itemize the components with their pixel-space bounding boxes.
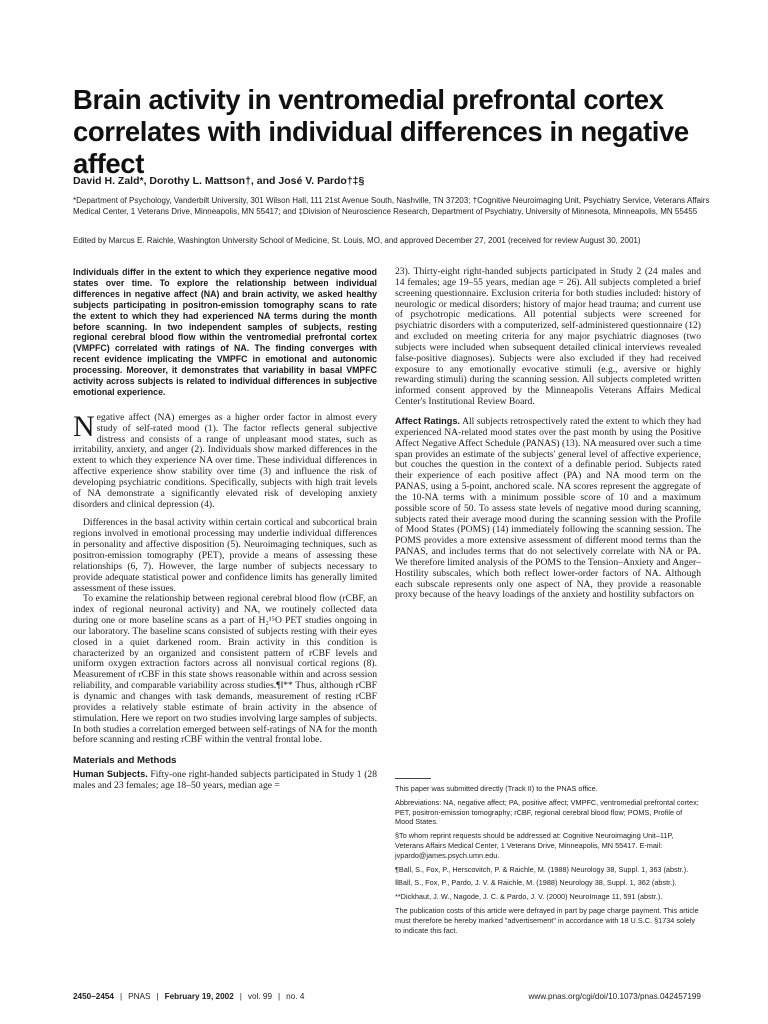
subjects-run-head: Human Subjects.: [73, 769, 148, 780]
intro-paragraph-2: Differences in the basal activity within certain cortical and subcortical brain regions involved in emotional processing may underlie individual differences in personality and affective disposition (5). Neuroimaging techniques, such as positron-emission tomography (PET), provide a means of assessing these relationships (6, 7). However, the large number of subjects necessary to provide adequate statistical power and confidence limits has generally limited assessment of these issues.: [73, 517, 377, 594]
intro-paragraph-3: To examine the relationship between regional cerebral blood flow (rCBF, an index of regional neuronal activity) and NA, we routinely collected data during one or more baseline scans as a part of H₂¹⁵O PET studies ongoing in our laboratory. The baseline scans consisted of subjects resting with their eyes closed in a quiet darkened room. Brain activity in this condition is characterized by an organized and consistent pattern of rCBF levels and uniform oxygen extraction factors across all nonvisual cortical regions (8). Measurement of rCBF in this state shows reasonable within and across session reliability, and comparable variability across studies.¶‖** Thus, although rCBF is dynamic and changes with task demands, measurement of resting rCBF provides a relatively stable estimate of brain activity in the absence of stimulation. Here we report on two studies involving large samples of subjects. In both studies a correlation emerged between self-ratings of NA for the month before scanning and resting rCBF within the ventral frontal lobe.: [73, 593, 377, 746]
footnote-ref-3: **Dickhaut, J. W., Nagode, J. C. & Pardo, J. V. (2000) NeuroImage 11, 591 (abstr.).: [395, 892, 663, 902]
editor-note: Edited by Marcus E. Raichle, Washington University School of Medicine, St. Louis, MO, and approved December 27, 2001 (received for review August 30, 2001): [73, 236, 641, 245]
article-title: Brain activity in ventromedial prefrontal cortex correlates with individual differences in negative affect: [73, 84, 689, 180]
methods-heading: Materials and Methods: [73, 755, 177, 767]
footnote-publication-costs: The publication costs of this article were defrayed in part by page charge payment. This article must therefore be hereby marked "advertisement" in accordance with 18 U.S.C. §1734 solely to indicate this fact.: [395, 905, 699, 935]
footnote-ref-2: ‖Ball, S., Fox, P., Pardo, J. V. & Raichle, M. (1988) Neurology 38, Suppl. 1, 362 (abstr.).: [395, 878, 677, 888]
author-list: David H. Zald*, Dorothy L. Mattson†, and José V. Pardo†‡§: [73, 175, 365, 187]
footnotes: [395, 784, 701, 939]
affiliations: *Department of Psychology, Vanderbilt University, 301 Wilson Hall, 111 21st Avenue South, Nashville, TN 37203; †Cognitive Neuroimaging Unit, Psychiatry Service, Veterans Affairs Medical Center, 1 Veterans Drive, Minneapolis, MN 55417; and ‡Division of Neuroscience Research, Department of Psychiatry, University of Minnesota, Minneapolis, MN 55455: [73, 196, 710, 216]
footer-volume: vol. 99: [247, 992, 273, 1001]
subjects-paragraph: [73, 769, 377, 792]
footer-issue: no. 4: [286, 992, 305, 1001]
footer-citation: 2450–2454 | PNAS | February 19, 2002 | vol. 99 | no. 4: [73, 992, 305, 1001]
abstract: Individuals differ in the extent to which they experience negative mood states over time. To explore the relationship between individual differences in negative affect (NA) and brain activity, we asked healthy subjects participating in positron-emission tomography scans to rate the extent to which they had experienced NA terms during the month before scanning. In two independent samples of subjects, resting regional cerebral blood flow within the ventromedial prefrontal cortex (VMPFC) correlated with ratings of NA. The finding converges with recent evidence implicating the VMPFC in emotional and autonomic processing. Moreover, it demonstrates that variability in basal VMPFC activity across subjects is related to individual differences in subjective emotional experience.: [73, 267, 377, 397]
intro-paragraph-1: [73, 409, 377, 511]
footnote-rule: [395, 778, 431, 779]
footer-date: February 19, 2002: [164, 992, 234, 1001]
ratings-paragraph: [395, 416, 701, 601]
left-column: [73, 267, 377, 987]
intro-paragraph-1-text: egative affect (NA) emerges as a higher order factor in almost every study of self-rated mood (1). The factor reflects general subjective distress and consists of a range of unpleasant mood states, such as irritability, anxiety, and anger (2). Individuals show marked differences in the extent to which they experience NA over time. These individual differences in affective experience show stability over time (3) and influence the risk of developing psychiatric conditions. Specifically, subjects with high trait levels of NA demonstrate a significantly elevated risk of developing anxiety disorders and clinical depression (4).: [73, 411, 377, 510]
subjects-text-left: Fifty-one right-handed subjects participated in Study 1 (28 males and 23 females; age 18–50 years, median age =: [73, 769, 377, 792]
footer-pages: 2450–2454: [73, 992, 114, 1001]
drop-cap: N: [73, 409, 95, 443]
footer-journal: PNAS: [128, 992, 151, 1001]
footnote-ref-1: ¶Ball, S., Fox, P., Herscovitch, P. & Raichle, M. (1988) Neurology 38, Suppl. 1, 363 (abstr.).: [395, 864, 689, 874]
ratings-run-head: Affect Ratings.: [395, 415, 461, 426]
footnote-reprint: §To whom reprint requests should be addressed at: Cognitive Neuroimaging Unit–11P, Veterans Affairs Medical Center, 1 Veterans Drive, Minneapolis, MN 55417. E-mail: jvpardo@james.psych.umn.edu.: [395, 831, 674, 860]
subjects-continued: 23). Thirty-eight right-handed subjects participated in Study 2 (24 males and 14 females; age 19–55 years, median age = 26). All subjects completed a brief screening questionnaire. Exclusion criteria for both studies included: history of neurologic or medical disorders; history of major head trauma; and current use of psychotropic medications. All potential subjects were screened for psychiatric disorders with a computerized, self-administered questionnaire (12) and excluded on meeting criteria for any major psychiatric diagnoses (two subjects were included when subsequent detailed clinical interviews revealed false-positive diagnoses). Subjects were also excluded if they had received exposure to any emotionally evocative stimuli (e.g., aversive or highly rewarding stimuli) during the scanning session. All subjects completed written informed consent approved by the Minneapolis Veterans Affairs Medical Center's Institutional Review Board.: [395, 267, 701, 408]
footnote-abbreviations: Abbreviations: NA, negative affect; PA, positive affect; VMPFC, ventromedial prefrontal cortex; PET, positron-emission tomography; rCBF, regional cerebral blood flow; POMS, Profile of Mood States.: [395, 797, 699, 827]
footnote-track: This paper was submitted directly (Track II) to the PNAS office.: [395, 784, 598, 793]
ratings-text: All subjects retrospectively rated the extent to which they had experienced NA-related mood states over the past month by using the Positive Affect Negative Affect Schedule (PANAS) (13). NA measured over such a time span provides an estimate of the subjects' general level of affective experience, but couches the question in the context of a definable period. Subjects rated their experience of each positive affect (PA) and NA mood term on the PANAS, using a 5-point, anchored scale. NA scores represent the aggregate of the 10-NA terms with a minimum possible score of 10 and a maximum possible score of 50. To assess state levels of negative mood during scanning, subjects rated their average mood during the scanning session with the Profile of Mood States (POMS) (14) immediately following the scanning session. The POMS provides a more extensive assessment of different mood terms than the PANAS, and includes terms that do not selectively correlate with NA or PA. We therefore limited analysis of the POMS to the Tension–Anxiety and Anger–Hostility subscales, which both reflect lower-order factors of NA. Although each subscale represents only one aspect of NA, they provide a reasonable proxy because of the heavy loadings of the anxiety and hostility subfactors on: [395, 415, 701, 601]
footer-doi-link[interactable]: www.pnas.org/cgi/doi/10.1073/pnas.042457199: [528, 992, 701, 1001]
